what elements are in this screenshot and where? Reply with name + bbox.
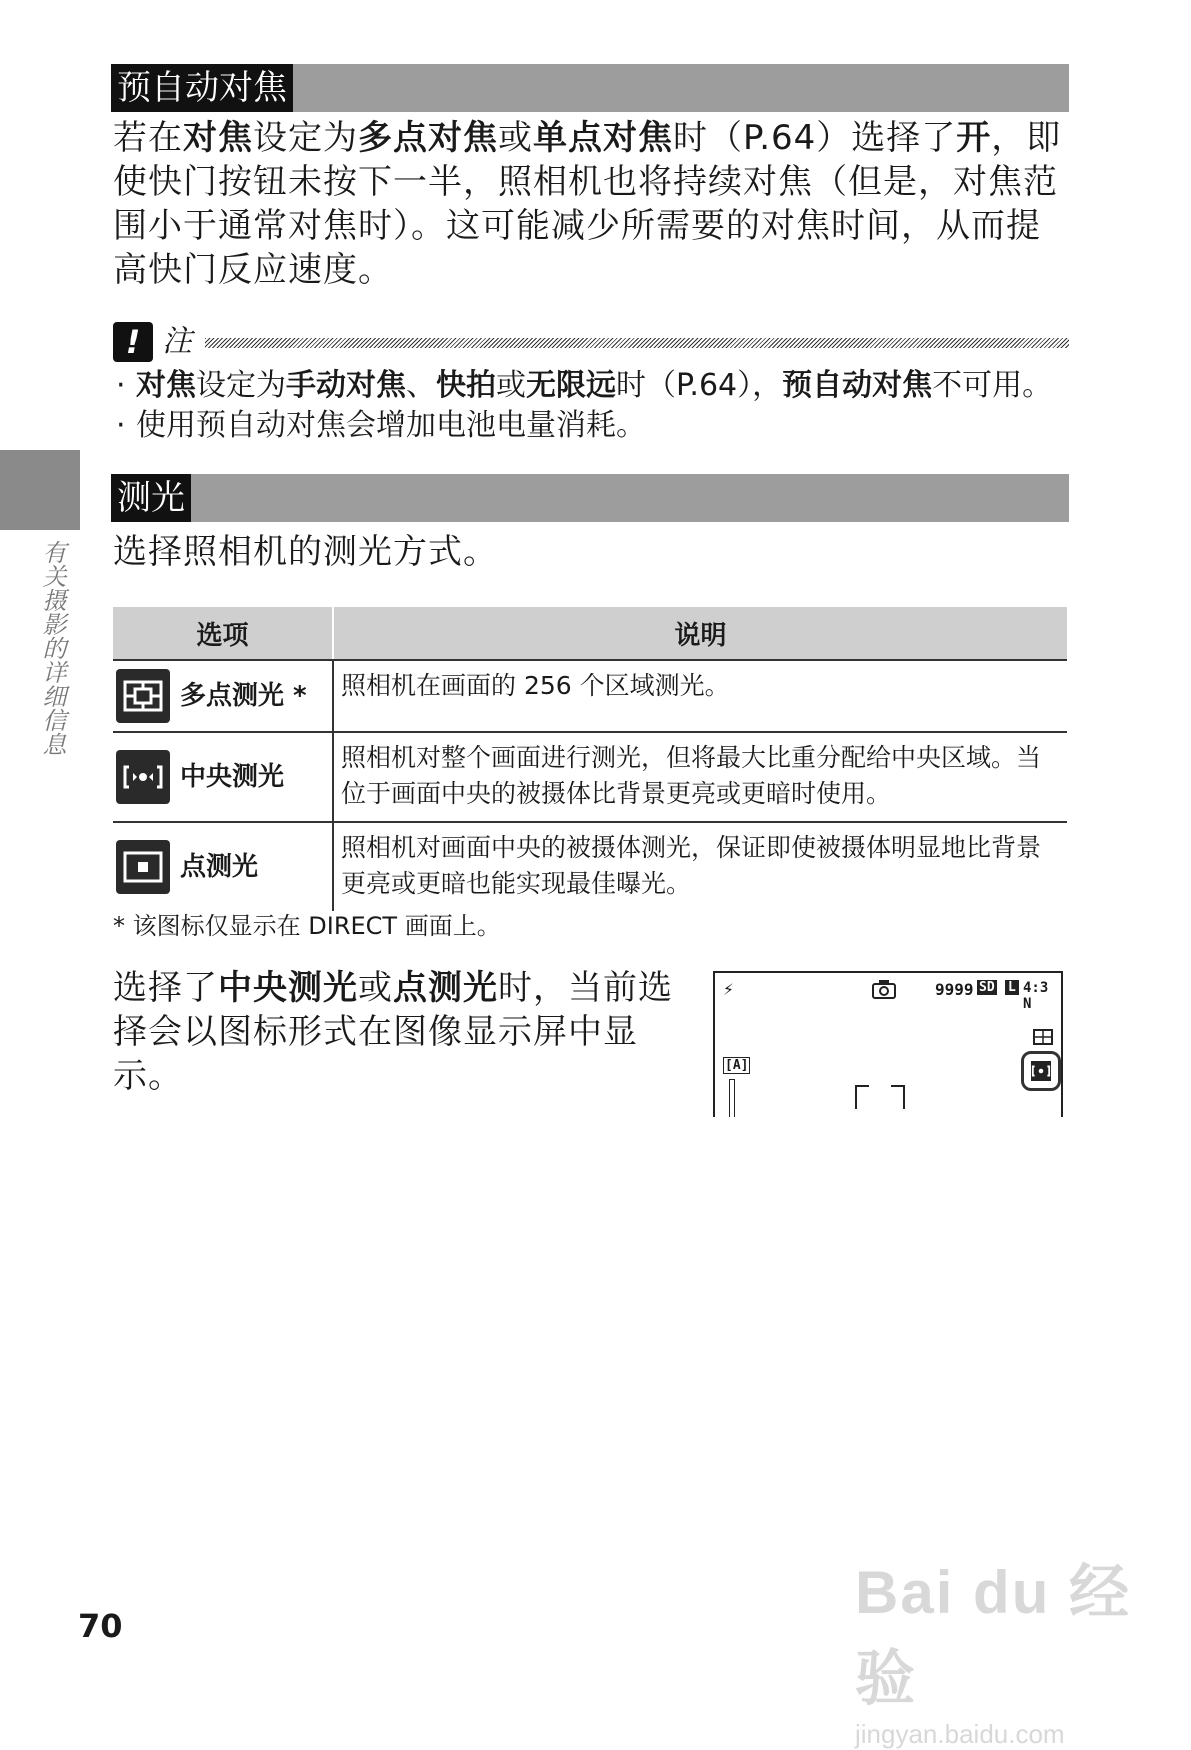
text-run: 、 — [406, 368, 436, 403]
emphasis-text: 无限远 — [526, 368, 616, 403]
footnote: * 该图标仅显示在 DIRECT 画面上。 — [113, 912, 501, 940]
note-divider — [205, 338, 1069, 348]
exposure-bar — [729, 1079, 735, 1117]
center-weighted-metering-icon — [1029, 1061, 1053, 1081]
note-bullet — [116, 406, 1076, 446]
text-run: 时，当前选择会以图标形式在图像显示屏中显示。 — [113, 968, 673, 1096]
bullet-dot: · — [116, 368, 126, 403]
text-run: 不可用。 — [932, 368, 1053, 403]
text-run: ，即使快门按钮未按下一半，照相机也将持续对焦（但是，对焦范围小于通常对焦时）。这可能减少所需要的对焦时间，从而提高快门反应速度。 — [113, 118, 1062, 290]
emphasis-text: 多点对焦 — [358, 118, 498, 158]
text-run: 或 — [498, 118, 533, 158]
emphasis-text: 预自动对焦 — [782, 368, 933, 403]
text-run: 时（P.64）， — [616, 368, 783, 403]
aspect-ratio-label: 4:3 N — [1023, 980, 1049, 1012]
text-run: 时（P.64）选择了 — [673, 118, 957, 158]
text-run: 设定为 — [253, 118, 358, 158]
camera-mode-icon — [872, 979, 896, 1003]
text-run: 或 — [358, 968, 393, 1008]
emphasis-text: 点测光 — [393, 968, 498, 1008]
option-description: 照相机对画面中央的被摄体测光，保证即使被摄体明显地比背景更亮或更暗也能实现最佳曝光。 — [341, 833, 1042, 898]
focus-bracket-right — [891, 1085, 905, 1109]
emphasis-text: 单点对焦 — [533, 118, 673, 158]
camera-display-illustration — [713, 971, 1063, 1117]
caution-icon: ! — [113, 322, 153, 362]
section-title: 预自动对焦 — [111, 64, 293, 112]
note-bullet — [116, 366, 1076, 406]
flash-icon: ⚡ — [723, 979, 734, 1000]
multi-metering-icon — [116, 669, 170, 723]
page-number: 70 — [78, 1607, 123, 1645]
emphasis-text: 开 — [956, 118, 992, 158]
emphasis-text: 手动对焦 — [286, 368, 406, 403]
text-run: 或 — [496, 368, 526, 403]
highlight-circle — [1021, 1051, 1061, 1091]
option-label: 多点测光 * — [180, 681, 307, 711]
table-row — [113, 822, 1067, 911]
note-label: 注 — [162, 324, 192, 359]
baidu-watermark — [855, 1545, 1191, 1750]
table-row — [113, 732, 1067, 822]
focus-bracket-left — [855, 1085, 869, 1109]
emphasis-text: 中央测光 — [218, 968, 358, 1008]
sd-card-icon: SD — [979, 980, 995, 995]
text-run: 选择了 — [113, 968, 218, 1008]
text-run: 设定为 — [196, 368, 286, 403]
section-header-bar — [111, 64, 1069, 112]
table-row — [113, 660, 1067, 732]
text-run: 使用预自动对焦会增加电池电量消耗。 — [136, 408, 646, 443]
metering-grid-icon — [1033, 1029, 1053, 1049]
option-label: 点测光 — [180, 852, 259, 882]
image-size-badge: L — [1005, 980, 1019, 995]
emphasis-text: 对焦 — [183, 118, 253, 158]
option-description: 照相机在画面的 256 个区域测光。 — [341, 671, 730, 700]
shots-remaining: 9999 — [935, 980, 974, 999]
emphasis-text: 快拍 — [436, 368, 496, 403]
center-weighted-metering-icon — [116, 750, 170, 804]
watermark-url: jingyan.baidu.com — [855, 1719, 1065, 1749]
table-header-option: 选项 — [113, 607, 333, 660]
section-title: 测光 — [111, 474, 191, 522]
emphasis-text: 对焦 — [136, 368, 196, 403]
bottom-paragraph — [113, 966, 693, 1098]
metering-table — [113, 607, 1067, 911]
option-label: 中央测光 — [180, 762, 285, 792]
chapter-tab — [0, 450, 80, 530]
intro-text: 选择照相机的测光方式。 — [113, 532, 498, 572]
body-paragraph — [113, 116, 1073, 292]
watermark-brand: Bai du 经验 — [855, 1559, 1132, 1712]
spot-metering-icon — [116, 840, 170, 894]
bullet-dot: · — [116, 408, 126, 443]
table-header-description: 说明 — [333, 607, 1067, 660]
af-mode-indicator: [A] — [725, 1058, 749, 1073]
section-header-bar — [111, 474, 1069, 522]
option-description: 照相机对整个画面进行测光，但将最大比重分配给中央区域。当位于画面中央的被摄体比背景更亮或更暗时使用。 — [341, 743, 1042, 808]
chapter-label: 有关摄影的详细信息 — [38, 540, 66, 756]
text-run: 若在 — [113, 118, 183, 158]
